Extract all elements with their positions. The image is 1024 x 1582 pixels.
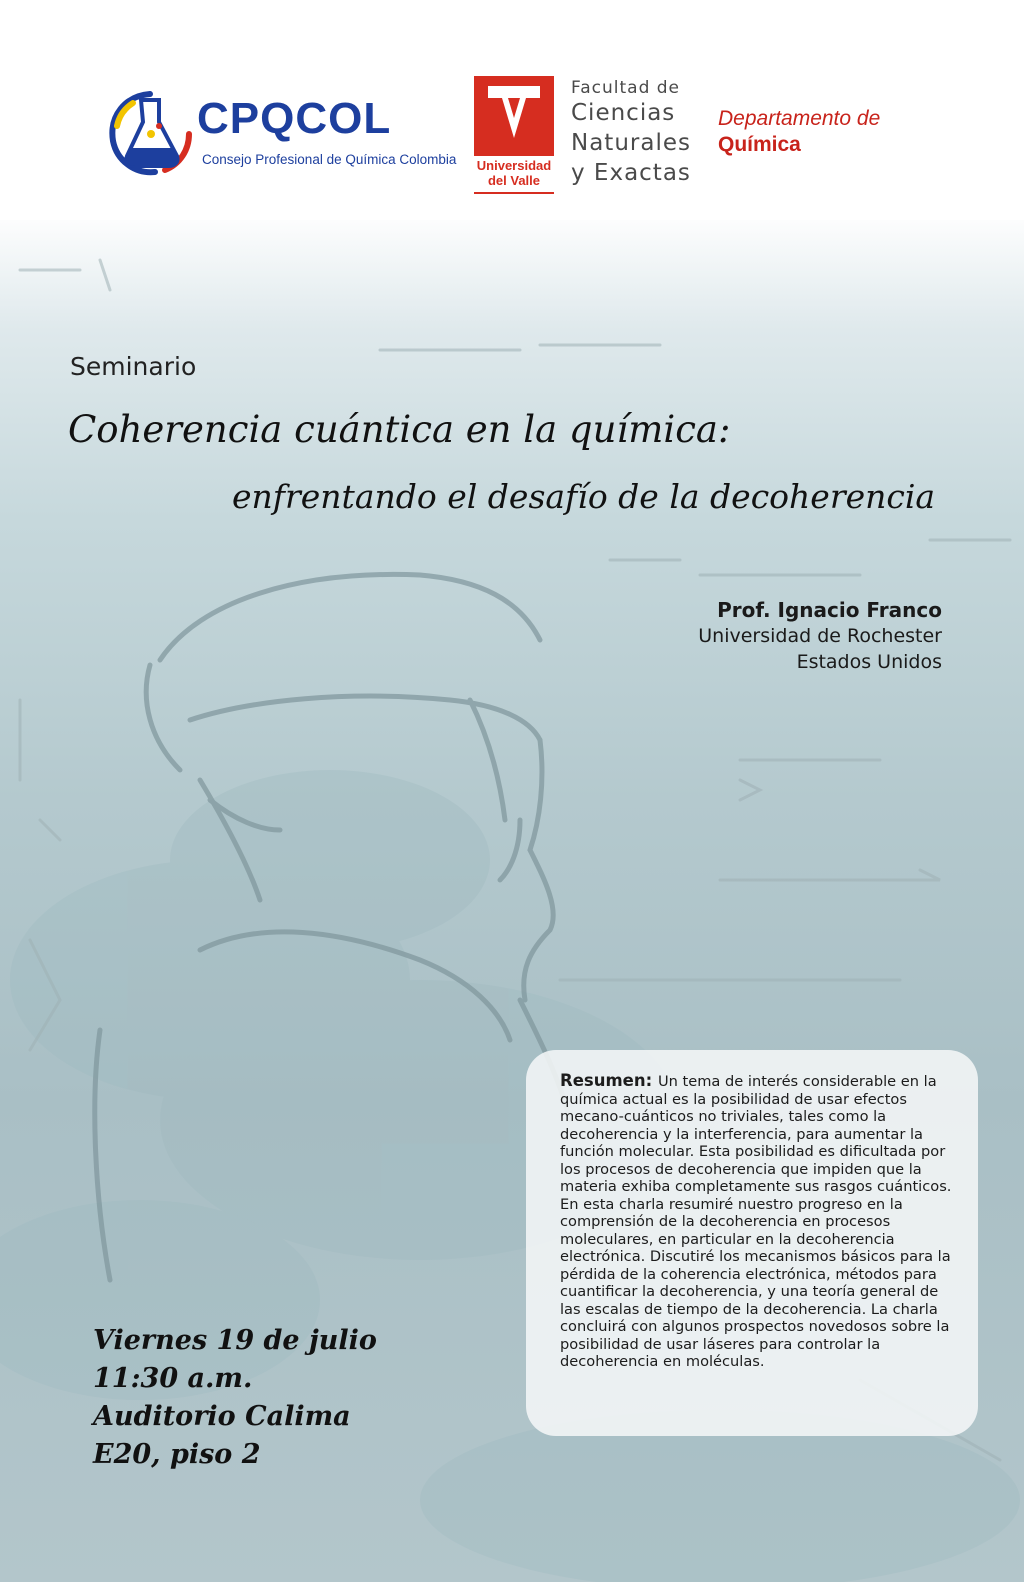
seminar-title: Coherencia cuántica en la química: xyxy=(68,408,731,451)
event-date: Viernes 19 de julio xyxy=(93,1325,377,1356)
abstract-box xyxy=(526,1050,978,1436)
cpqcol-acronym: CPQCOL xyxy=(197,94,392,143)
seminar-subtitle: enfrentando el desafío de la decoherencia xyxy=(232,477,936,516)
facultad-line2: Ciencias xyxy=(571,100,676,126)
departamento-line2: Química xyxy=(718,133,801,156)
abstract-text: Un tema de interés considerable en la química actual es la posibilidad de usar efectos mecano-cuánticos no triviales, tales como la decoherencia y la interferencia, para aumentar la función molecular. Esta posibilidad es dificultada por los procesos de decoherencia que impiden que la materia exhiba completamente sus rasgos cuánticos. En esta charla resumiré nuestro progreso en la comprensión de la decoherencia en procesos moleculares, en particular en la decoherencia electrónica. Discutiré los mecanismos básicos para la pérdida de la coherencia electrónica, métodos para cuantificar la decoherencia, y una teoría general de las escalas de tiempo de la decoherencia. La charla concluirá con algunos prospectos novedosos sobre la posibilidad de usar láseres para controlar la decoherencia en moléculas. xyxy=(560,1073,952,1370)
speaker-institution: Universidad de Rochester xyxy=(698,625,942,647)
univalle-name xyxy=(474,158,554,188)
event-time: 11:30 a.m. xyxy=(93,1363,253,1394)
seminar-label: Seminario xyxy=(70,352,197,381)
event-venue: Auditorio Calima xyxy=(93,1401,351,1432)
abstract-label: Resumen: xyxy=(560,1071,658,1090)
speaker-country: Estados Unidos xyxy=(796,651,942,673)
univalle-logo xyxy=(474,76,554,196)
univalle-name-line1: Universidad xyxy=(476,158,552,173)
cpqcol-logo xyxy=(105,86,457,186)
departamento-line1: Departamento de xyxy=(718,107,881,130)
flask-icon xyxy=(105,86,195,176)
cpqcol-subtitle: Consejo Profesional de Química Colombia xyxy=(202,152,457,167)
speaker-name: Prof. Ignacio Franco xyxy=(717,598,942,622)
univalle-underline xyxy=(474,192,554,194)
facultad-line3: Naturales xyxy=(571,130,691,156)
univalle-v-icon xyxy=(474,76,554,156)
event-details xyxy=(93,1322,377,1474)
facultad-line1: Facultad de xyxy=(571,78,681,98)
facultad-line4: y Exactas xyxy=(571,160,691,186)
event-room: E20, piso 2 xyxy=(93,1439,261,1470)
univalle-name-line2: del Valle xyxy=(487,173,541,188)
univalle-emblem xyxy=(474,76,554,156)
facultad-name xyxy=(571,78,691,188)
speaker-block xyxy=(698,597,942,675)
departamento-name xyxy=(718,107,880,157)
